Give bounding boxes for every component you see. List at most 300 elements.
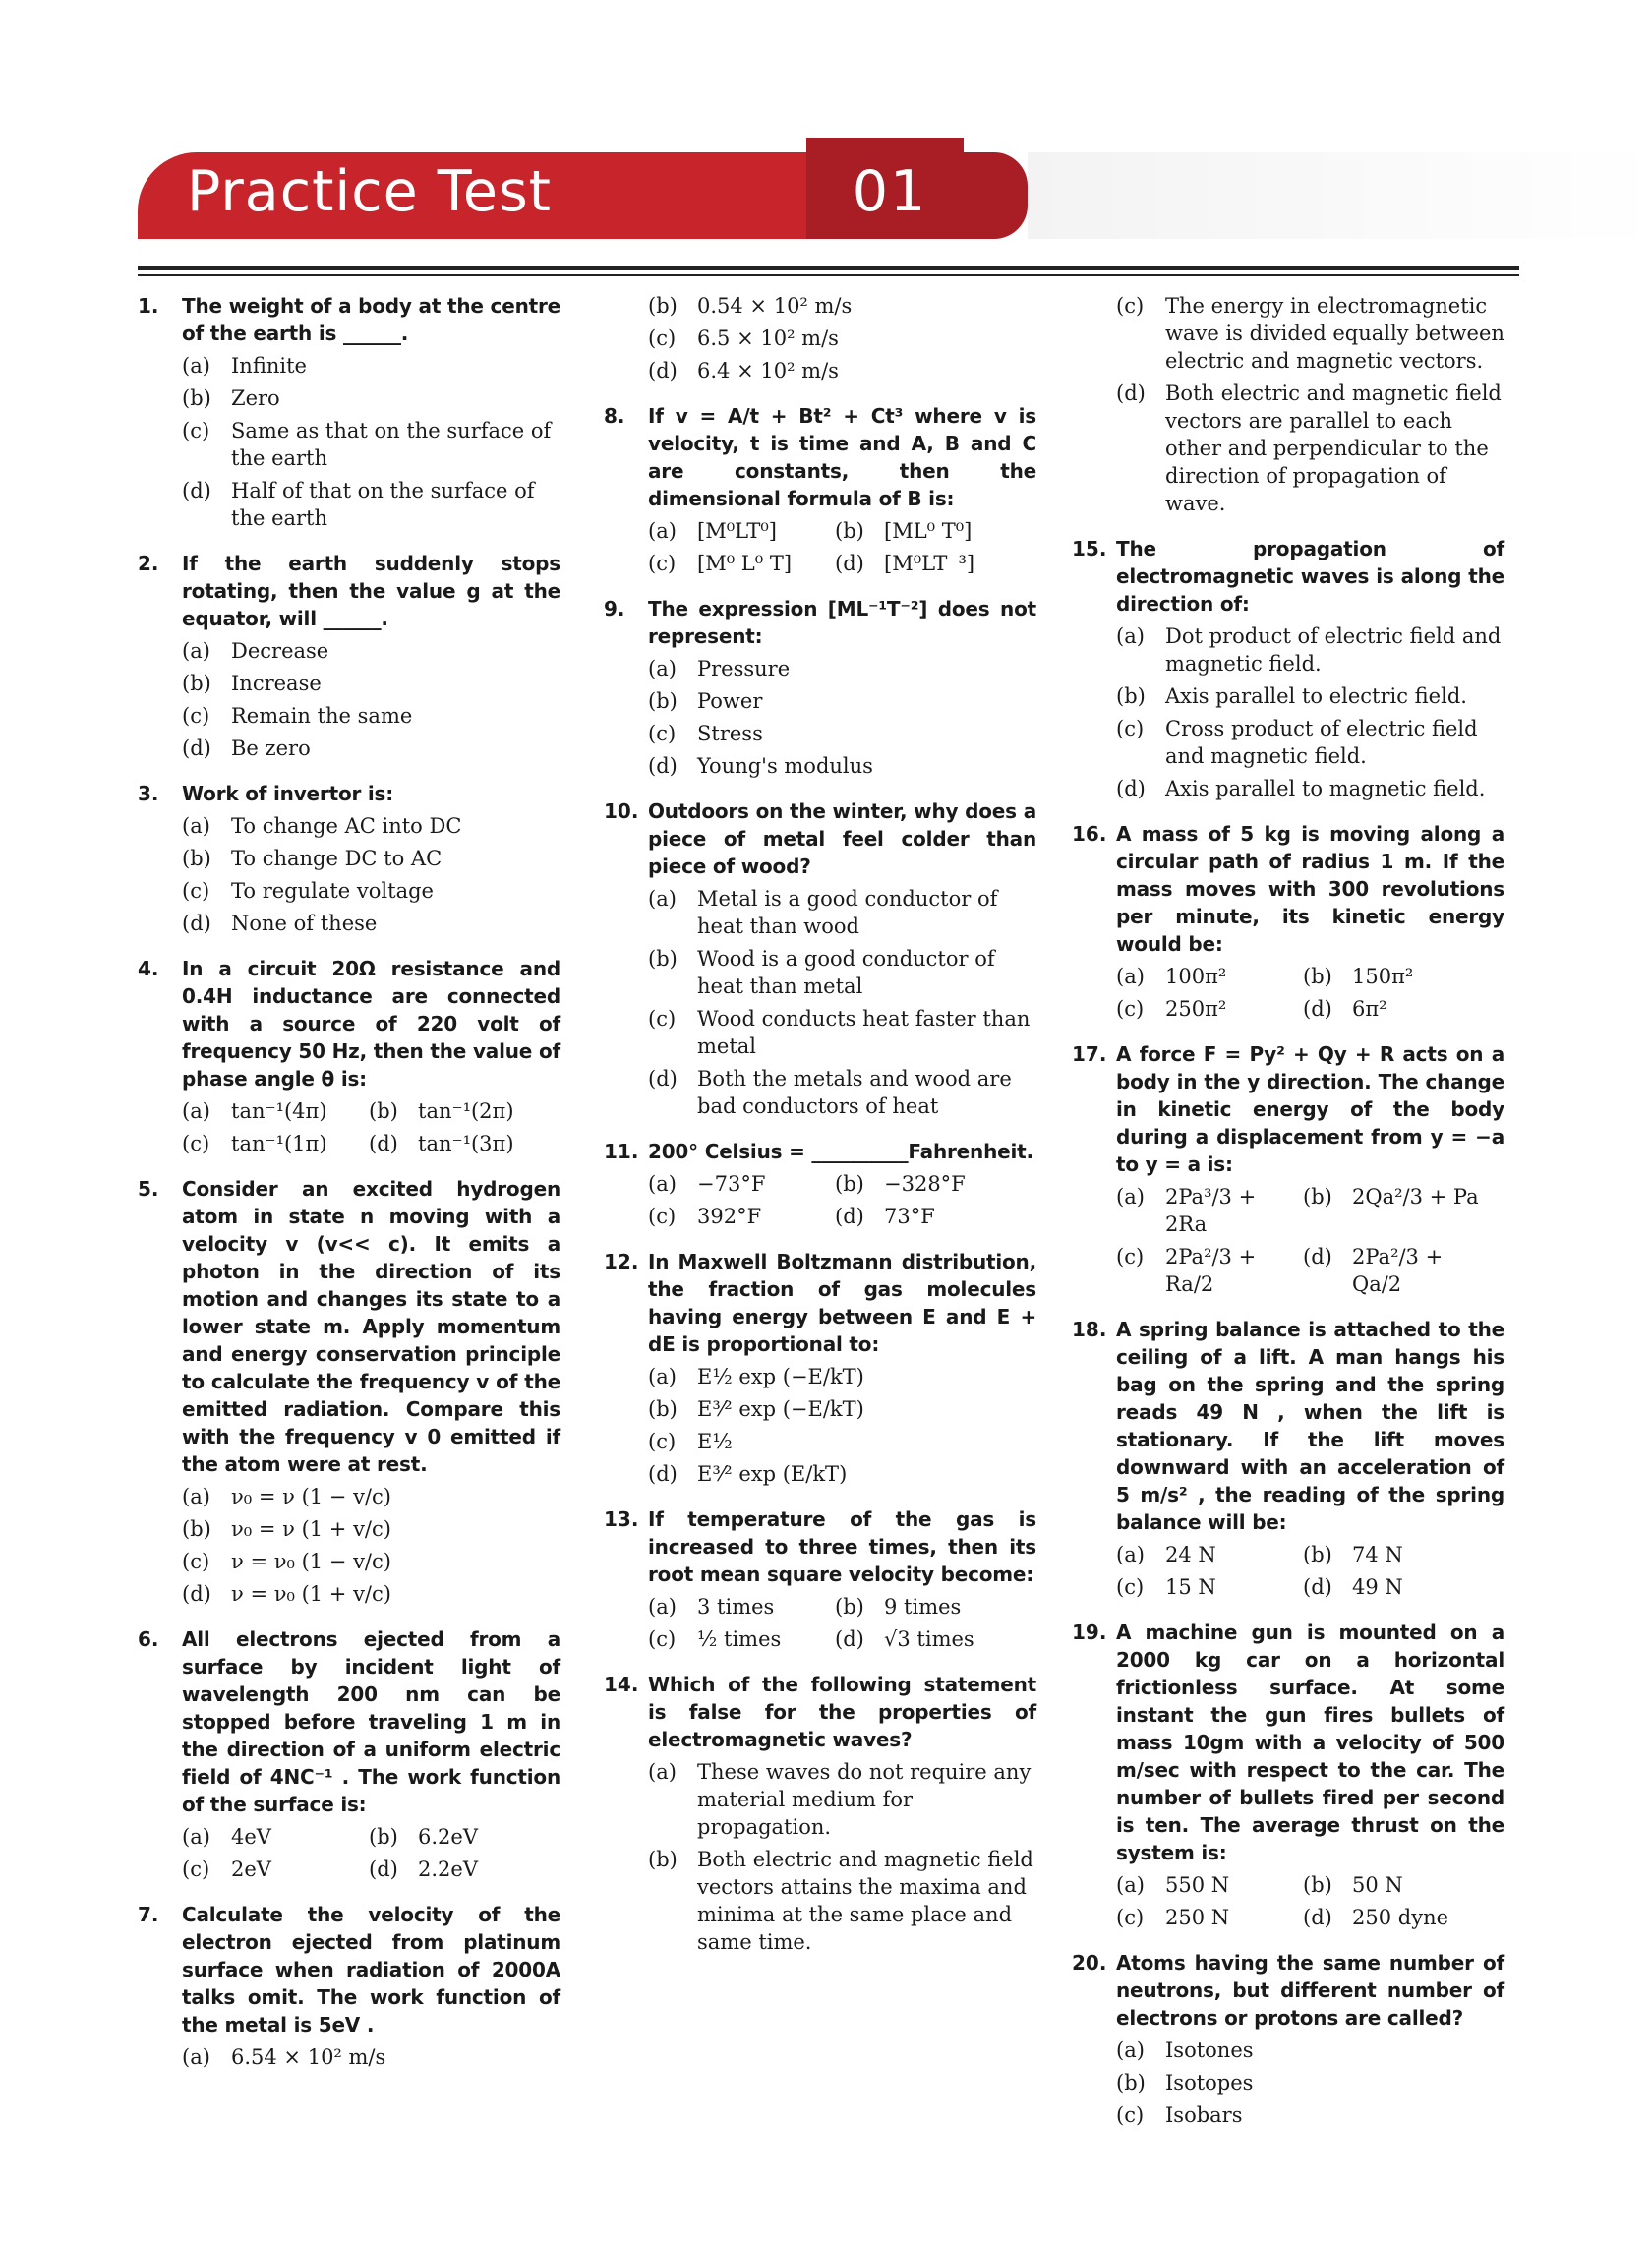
option — [835, 1593, 1022, 1621]
question-text: In a circuit 20Ω resistance and 0.4H inductance are connected with a source of 220 volt of frequency 50 Hz, then the value of phase angle θ is: — [182, 957, 560, 1091]
option-text: ½ times — [697, 1627, 782, 1651]
option-text: 550 N — [1165, 1873, 1230, 1897]
question-text: Which of the following statement is false for the properties of electromagnetic waves? — [648, 1673, 1036, 1751]
option — [182, 637, 560, 665]
option — [648, 1395, 1036, 1423]
option-text: 2.2eV — [418, 1858, 478, 1881]
option-label: (c) — [1116, 1245, 1145, 1268]
option — [648, 885, 1036, 940]
question-text: 200° Celsius = __________Fahrenheit. — [648, 1140, 1033, 1163]
option — [182, 1548, 560, 1575]
banner-fade — [1028, 152, 1652, 239]
question-number: 14. — [604, 1673, 639, 1696]
option-label: (b) — [648, 1848, 678, 1871]
option-label: (d) — [369, 1858, 398, 1881]
option-text: ν₀ = ν (1 − v/c) — [231, 1485, 391, 1508]
question-number: 6. — [138, 1627, 159, 1651]
option-text: To change DC to AC — [231, 847, 442, 870]
option-label: (b) — [648, 689, 678, 713]
option-label: (a) — [1116, 965, 1145, 988]
option-label: (d) — [1116, 382, 1146, 405]
option — [835, 1625, 1022, 1653]
option-text: Cross product of electric field and magnetic field. — [1165, 717, 1478, 768]
question-text: Calculate the velocity of the electron ejected from platinum surface when radiation of 2000A talks omit. The work function of the metal is 5eV . — [182, 1903, 560, 2036]
question-5 — [138, 1175, 560, 1608]
option-label: (a) — [648, 1595, 677, 1619]
option — [182, 384, 560, 412]
question-8 — [604, 402, 1036, 577]
option-text: Increase — [231, 672, 322, 695]
option — [648, 1625, 835, 1653]
option-label: (c) — [1116, 1575, 1145, 1599]
option-label: (c) — [648, 722, 677, 745]
option-text: These waves do not require any material medium for propagation. — [697, 1760, 1032, 1839]
option-text: 9 times — [884, 1595, 962, 1619]
option-label: (b) — [648, 294, 678, 318]
option — [1116, 995, 1303, 1023]
option-text: Stress — [697, 722, 763, 745]
option-text: 6.5 × 10² m/s — [697, 326, 839, 350]
question-13 — [604, 1505, 1036, 1653]
option-label: (c) — [648, 1430, 677, 1453]
question-number: 13. — [604, 1507, 639, 1531]
option-text: 3 times — [697, 1595, 775, 1619]
option — [1303, 1541, 1490, 1568]
option-text: 2Pa³/3 + 2Ra — [1165, 1185, 1257, 1236]
option — [1303, 1871, 1490, 1899]
option — [648, 357, 1036, 384]
option-text: 2Pa²/3 + Ra/2 — [1165, 1245, 1257, 1296]
option-text: 6π² — [1352, 997, 1387, 1021]
question-text: The propagation of electromagnetic waves is along the direction of: — [1116, 537, 1504, 616]
question-number: 2. — [138, 552, 159, 575]
option-text: 6.4 × 10² m/s — [697, 359, 839, 383]
option-text: The energy in electromagnetic wave is divided equally between electric and magnetic vectors. — [1165, 294, 1504, 373]
option-text: tan⁻¹(3π) — [418, 1132, 514, 1155]
option — [182, 417, 560, 472]
banner-title: Practice Test — [187, 159, 553, 224]
option-text: Zero — [231, 386, 280, 410]
option — [1303, 963, 1490, 990]
option-label: (c) — [1116, 294, 1145, 318]
option — [1303, 1573, 1490, 1601]
option — [648, 292, 1036, 320]
option — [182, 702, 560, 730]
option-label: (a) — [648, 519, 677, 543]
question-number: 8. — [604, 404, 625, 428]
question-number: 19. — [1072, 1621, 1107, 1644]
question-text: The weight of a body at the centre of the earth is ______. — [182, 294, 560, 345]
option-label: (d) — [1303, 1245, 1332, 1268]
option-text: tan⁻¹(1π) — [231, 1132, 327, 1155]
question-text: In Maxwell Boltzmann distribution, the fraction of gas molecules having energy between E and E + dE is proportional to: — [648, 1250, 1036, 1356]
option-text: Isotones — [1165, 2038, 1254, 2062]
option-label: (c) — [182, 1858, 210, 1881]
option-label: (c) — [648, 1627, 677, 1651]
question-4 — [138, 955, 560, 1157]
option — [182, 1097, 369, 1125]
question-6 — [138, 1625, 560, 1883]
question-number: 15. — [1072, 537, 1107, 560]
question-number: 16. — [1072, 822, 1107, 846]
option-text: Infinite — [231, 354, 307, 378]
column-3 — [1072, 292, 1504, 2147]
option-label: (b) — [1303, 1873, 1332, 1897]
option-label: (b) — [648, 947, 678, 971]
option-label: (a) — [648, 887, 677, 911]
question-1 — [138, 292, 560, 532]
option-label: (a) — [182, 1825, 210, 1849]
option — [648, 655, 1036, 682]
question-number: 10. — [604, 799, 639, 823]
option-label: (a) — [648, 1760, 677, 1784]
question-text: A mass of 5 kg is moving along a circular path of radius 1 m. If the mass moves with 300 revolutions per minute, its kinetic energy would be: — [1116, 822, 1504, 956]
option-text: [M⁰LT⁻³] — [884, 552, 975, 575]
option — [1116, 1243, 1303, 1298]
option-text: Be zero — [231, 737, 311, 760]
option-text: tan⁻¹(2π) — [418, 1099, 514, 1123]
option — [369, 1856, 556, 1883]
option-text: Isobars — [1165, 2103, 1243, 2127]
option-label: (d) — [648, 359, 678, 383]
question-text: Work of invertor is: — [182, 782, 394, 805]
question-text: The expression [ML⁻¹T⁻²] does not represent: — [648, 597, 1036, 648]
option-text: None of these — [231, 912, 378, 935]
question-text: If v = A/t + Bt² + Ct³ where v is velocity, t is time and A, B and C are constants, then the dimensional formula of B is: — [648, 404, 1036, 510]
option-label: (d) — [182, 479, 211, 502]
header-rule — [138, 266, 1519, 270]
option-label: (d) — [835, 1205, 864, 1228]
option-label: (b) — [835, 1595, 864, 1619]
question-text: A spring balance is attached to the ceiling of a lift. A man hangs his bag on the spring and the spring reads 49 N , when the lift is stationary. If the lift moves downward with an acceleration of 5 m/s² , the reading of the spring balance will be: — [1116, 1318, 1504, 1534]
question-12 — [604, 1248, 1036, 1488]
option-label: (d) — [835, 552, 864, 575]
option — [835, 517, 1022, 545]
option — [648, 1065, 1036, 1120]
option-text: Axis parallel to magnetic field. — [1165, 777, 1486, 800]
option — [1116, 1573, 1303, 1601]
option-label: (c) — [648, 1205, 677, 1228]
option-text: 15 N — [1165, 1575, 1216, 1599]
option-label: (d) — [1303, 1906, 1332, 1929]
question-7 — [138, 1901, 560, 2071]
question-text: Consider an excited hydrogen atom in state n moving with a velocity v (v<< c). It emits a photon in the direction of its motion and changes its state to a lower state m. Apply momentum and energy conservation principle to calculate the frequency v of the emitted radiation. Compare this with the frequency v 0 emitted if the atom were at rest. — [182, 1177, 560, 1476]
option-label: (c) — [1116, 997, 1145, 1021]
option-text: To regulate voltage — [231, 879, 434, 903]
option — [648, 517, 835, 545]
option — [1116, 1871, 1303, 1899]
option — [1116, 2101, 1504, 2129]
option — [182, 1580, 560, 1608]
option-text: Wood is a good conductor of heat than metal — [697, 947, 995, 998]
option-text: Both electric and magnetic field vectors attains the maxima and minima at the same place and same time. — [697, 1848, 1033, 1954]
option — [1303, 995, 1490, 1023]
question-10 — [604, 797, 1036, 1120]
option-label: (d) — [835, 1627, 864, 1651]
option-text: 2Qa²/3 + Pa — [1352, 1185, 1479, 1209]
option — [648, 1593, 835, 1621]
header-rule-thin — [138, 274, 1519, 276]
option — [1303, 1904, 1490, 1931]
option-label: (d) — [1116, 777, 1146, 800]
option — [648, 752, 1036, 780]
option-text: E³⁄² exp (−E/kT) — [697, 1397, 864, 1421]
option-text: Metal is a good conductor of heat than wood — [697, 887, 998, 938]
question-number: 11. — [604, 1140, 639, 1163]
option — [1116, 2036, 1504, 2064]
option-label: (a) — [1116, 1543, 1145, 1566]
option-text: 6.54 × 10² m/s — [231, 2045, 386, 2069]
option-label: (b) — [835, 519, 864, 543]
option — [648, 550, 835, 577]
option-label: (a) — [1116, 1185, 1145, 1209]
option-label: (d) — [648, 1067, 678, 1091]
option — [1116, 2069, 1504, 2096]
option — [1116, 715, 1504, 770]
question-text: Outdoors on the winter, why does a piece of metal feel colder than piece of wood? — [648, 799, 1036, 878]
option-label: (b) — [1303, 1185, 1332, 1209]
option — [648, 945, 1036, 1000]
option-text: 73°F — [884, 1205, 935, 1228]
option-text: ν = ν₀ (1 + v/c) — [231, 1582, 391, 1606]
option — [648, 1203, 835, 1230]
question-7-continued — [604, 292, 1036, 384]
question-9 — [604, 595, 1036, 780]
option-text: tan⁻¹(4π) — [231, 1099, 327, 1123]
option-text: Both electric and magnetic field vectors are parallel to each other and perpendicular to the direction of propagation of wave. — [1165, 382, 1502, 515]
option-text: To change AC into DC — [231, 814, 462, 838]
option-label: (b) — [1303, 1543, 1332, 1566]
option-label: (c) — [182, 704, 210, 728]
column-2 — [604, 292, 1036, 1974]
question-text: A force F = Py² + Qy + R acts on a body in the y direction. The change in kinetic energy of the body during a displacement from y = −a to y = a is: — [1116, 1042, 1504, 1176]
question-11 — [604, 1138, 1036, 1230]
option-label: (a) — [648, 1172, 677, 1196]
option-label: (c) — [1116, 1906, 1145, 1929]
option-text: 100π² — [1165, 965, 1227, 988]
question-number: 3. — [138, 782, 159, 805]
option — [835, 1203, 1022, 1230]
option — [648, 1428, 1036, 1455]
option — [182, 845, 560, 872]
option — [182, 812, 560, 840]
option-text: Remain the same — [231, 704, 413, 728]
option-text: [M⁰LT⁰] — [697, 519, 777, 543]
question-20 — [1072, 1949, 1504, 2129]
option-label: (c) — [182, 419, 210, 442]
option-text: √3 times — [884, 1627, 974, 1651]
option-text: Axis parallel to electric field. — [1165, 684, 1467, 708]
option — [182, 1856, 369, 1883]
option-label: (b) — [369, 1825, 398, 1849]
question-3 — [138, 780, 560, 937]
option — [648, 1758, 1036, 1841]
option — [182, 1483, 560, 1510]
option-label: (a) — [182, 2045, 210, 2069]
option — [1303, 1183, 1490, 1238]
option — [1116, 1904, 1303, 1931]
option-text: 49 N — [1352, 1575, 1403, 1599]
option — [648, 1846, 1036, 1956]
option-text: 24 N — [1165, 1543, 1216, 1566]
option — [1116, 682, 1504, 710]
option — [1116, 292, 1504, 375]
option-label: (d) — [182, 1582, 211, 1606]
option-label: (d) — [1303, 997, 1332, 1021]
option — [182, 477, 560, 532]
option-text: Power — [697, 689, 763, 713]
question-text: A machine gun is mounted on a 2000 kg car on a horizontal frictionless surface. At some instant the gun fires bullets of mass 10gm with a velocity of 500 m/sec with respect to the car. The number of bullets fired per second is ten. The average thrust on the system is: — [1116, 1621, 1504, 1864]
option-label: (d) — [648, 754, 678, 778]
question-number: 17. — [1072, 1042, 1107, 1066]
option-label: (d) — [182, 912, 211, 935]
option-label: (d) — [369, 1132, 398, 1155]
option — [648, 1005, 1036, 1060]
option — [1116, 963, 1303, 990]
option — [835, 550, 1022, 577]
option-text: 2eV — [231, 1858, 271, 1881]
option — [182, 352, 560, 380]
option-label: (a) — [1116, 624, 1145, 648]
option — [182, 1823, 369, 1851]
option — [1303, 1243, 1490, 1298]
question-number: 4. — [138, 957, 159, 980]
question-number: 18. — [1072, 1318, 1107, 1341]
question-17 — [1072, 1040, 1504, 1298]
option-text: −73°F — [697, 1172, 766, 1196]
option-text: 74 N — [1352, 1543, 1403, 1566]
banner-number: 01 — [852, 159, 928, 224]
practice-test-banner — [138, 138, 1514, 261]
option — [1116, 1183, 1303, 1238]
option — [648, 1460, 1036, 1488]
option-text: 250π² — [1165, 997, 1227, 1021]
option-text: Pressure — [697, 657, 791, 680]
option-text: 150π² — [1352, 965, 1414, 988]
option-label: (a) — [1116, 2038, 1145, 2062]
option — [835, 1170, 1022, 1198]
question-number: 20. — [1072, 1951, 1107, 1975]
option-label: (a) — [182, 814, 210, 838]
option-label: (a) — [182, 639, 210, 663]
option-text: [M⁰ L⁰ T] — [697, 552, 793, 575]
option-text: Both the metals and wood are bad conductors of heat — [697, 1067, 1012, 1118]
option — [648, 1170, 835, 1198]
option — [182, 1515, 560, 1543]
option — [182, 735, 560, 762]
question-14-continued — [1072, 292, 1504, 517]
option-label: (a) — [182, 1099, 210, 1123]
option — [369, 1130, 556, 1157]
question-text: If the earth suddenly stops rotating, then the value g at the equator, will ______. — [182, 552, 560, 630]
option-label: (a) — [648, 657, 677, 680]
option-label: (c) — [1116, 2103, 1145, 2127]
option-text: Decrease — [231, 639, 329, 663]
option-text: Dot product of electric field and magnetic field. — [1165, 624, 1502, 676]
option-text: 0.54 × 10² m/s — [697, 294, 853, 318]
option-label: (c) — [648, 326, 677, 350]
option-label: (b) — [1303, 965, 1332, 988]
option-text: [ML⁰ T⁰] — [884, 519, 973, 543]
option-text: Young's modulus — [697, 754, 873, 778]
option-label: (a) — [1116, 1873, 1145, 1897]
question-number: 5. — [138, 1177, 159, 1201]
option-label: (b) — [182, 847, 211, 870]
option-label: (b) — [369, 1099, 398, 1123]
option-label: (d) — [182, 737, 211, 760]
option-text: Wood conducts heat faster than metal — [697, 1007, 1031, 1058]
option — [182, 1130, 369, 1157]
option — [648, 1363, 1036, 1390]
option — [182, 877, 560, 905]
option-label: (b) — [1116, 2071, 1146, 2094]
question-15 — [1072, 535, 1504, 802]
option-text: ν₀ = ν (1 + v/c) — [231, 1517, 391, 1541]
question-text: All electrons ejected from a surface by incident light of wavelength 200 nm can be stopped before traveling 1 m in the direction of a uniform electric field of 4NC⁻¹ . The work function of the surface is: — [182, 1627, 560, 1816]
option-text: 250 dyne — [1352, 1906, 1449, 1929]
option — [369, 1097, 556, 1125]
question-16 — [1072, 820, 1504, 1023]
option-label: (d) — [648, 1462, 678, 1486]
question-number: 12. — [604, 1250, 639, 1273]
option-text: 50 N — [1352, 1873, 1403, 1897]
option-label: (b) — [1116, 684, 1146, 708]
question-18 — [1072, 1316, 1504, 1601]
option — [1116, 622, 1504, 678]
option — [182, 2043, 560, 2071]
option-text: −328°F — [884, 1172, 966, 1196]
option-label: (c) — [182, 1550, 210, 1573]
question-number: 9. — [604, 597, 625, 620]
option-text: 250 N — [1165, 1906, 1230, 1929]
option-text: E½ — [697, 1430, 733, 1453]
option-label: (b) — [648, 1397, 678, 1421]
option — [182, 670, 560, 697]
option — [1116, 380, 1504, 517]
option-label: (b) — [182, 1517, 211, 1541]
question-19 — [1072, 1619, 1504, 1931]
option-text: 2Pa²/3 + Qa/2 — [1352, 1245, 1444, 1296]
option — [369, 1823, 556, 1851]
option-label: (a) — [648, 1365, 677, 1388]
column-1 — [138, 292, 560, 2089]
option-label: (a) — [182, 354, 210, 378]
option — [1116, 775, 1504, 802]
option — [182, 910, 560, 937]
question-number: 1. — [138, 294, 159, 318]
option-text: Half of that on the surface of the earth — [231, 479, 535, 530]
question-14 — [604, 1671, 1036, 1956]
option — [648, 687, 1036, 715]
option-text: 6.2eV — [418, 1825, 478, 1849]
option-text: ν = ν₀ (1 − v/c) — [231, 1550, 391, 1573]
option-text: 392°F — [697, 1205, 762, 1228]
option — [648, 324, 1036, 352]
question-2 — [138, 550, 560, 762]
option-label: (c) — [1116, 717, 1145, 740]
option-label: (c) — [182, 879, 210, 903]
option-label: (c) — [648, 552, 677, 575]
option-label: (a) — [182, 1485, 210, 1508]
option-label: (c) — [182, 1132, 210, 1155]
option-label: (b) — [835, 1172, 864, 1196]
option — [1116, 1541, 1303, 1568]
option-label: (b) — [182, 386, 211, 410]
option-label: (b) — [182, 672, 211, 695]
option-text: E³⁄² exp (E/kT) — [697, 1462, 848, 1486]
question-number: 7. — [138, 1903, 159, 1926]
option — [648, 720, 1036, 747]
